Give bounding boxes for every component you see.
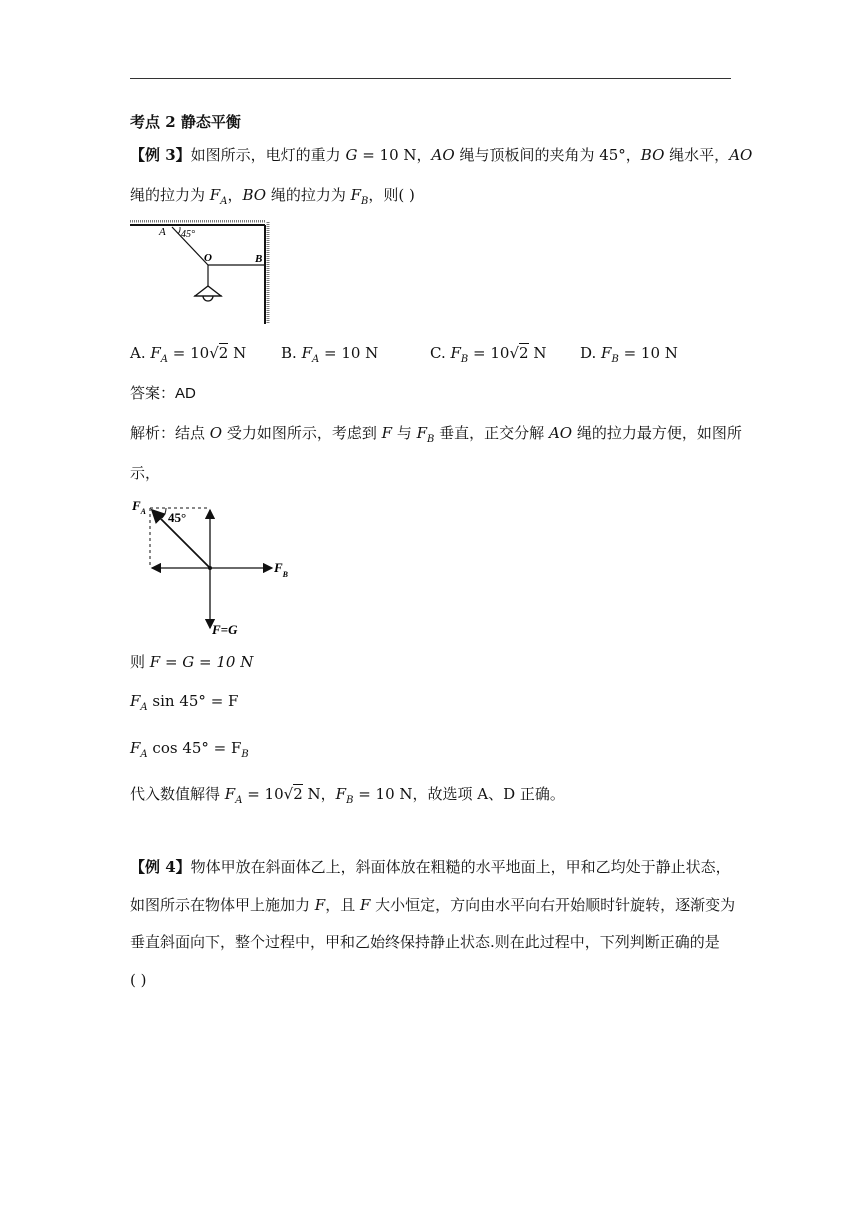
text: 绳的拉力为 [130, 186, 210, 204]
text: 大小恒定，方向由水平向右开始顺时针旋转，逐渐变为 [370, 896, 736, 914]
text: = 10 N，故选项 A、D 正确。 [353, 785, 565, 803]
example4-line4: ( ) [130, 971, 147, 989]
text: N， [302, 785, 336, 803]
math: sin 45° = F [147, 692, 239, 710]
header-rule [130, 78, 731, 79]
option-B[interactable] [281, 343, 378, 370]
var-F: F [381, 424, 393, 442]
example3-label: 【例 3】 [130, 146, 191, 164]
text: = 10 [168, 344, 210, 362]
text: 受力如图所示，考虑到 [222, 424, 382, 442]
text: ，则( ) [368, 186, 415, 204]
sub-B: B [346, 795, 354, 806]
var-F: F [130, 739, 141, 757]
text: N [228, 344, 247, 362]
label-A: A [159, 226, 166, 238]
text: A. [130, 344, 151, 362]
text: D. [580, 344, 602, 362]
text: 垂直，正交分解 [434, 424, 549, 442]
sqrt-arg: 2 [519, 344, 529, 362]
sub-B: B [427, 434, 435, 445]
sub: A [160, 354, 169, 365]
angle-label: 45° [168, 510, 187, 525]
angle-arc [178, 227, 180, 234]
var-F: F [150, 344, 161, 362]
sqrt-arg: 2 [293, 785, 303, 803]
label-B: B [255, 253, 263, 265]
text: ， [227, 186, 243, 204]
var-O: O [209, 424, 223, 442]
text: 绳水平， [664, 146, 730, 164]
sub-A: A [220, 196, 228, 207]
conclusion: 代入数值解得 $F_A = 10√2$ N，$F_B = 10$ N，故选项 A、D 正确。 [130, 785, 565, 806]
text: = 10 [468, 344, 510, 362]
var-F: F [450, 344, 461, 362]
var-G: G [345, 146, 358, 164]
force-diagram [128, 494, 298, 640]
text: ，且 [325, 896, 360, 914]
text: = 10 [242, 785, 284, 803]
angle-arc [162, 508, 166, 518]
var-F: F [601, 344, 612, 362]
text: N [528, 344, 547, 362]
label-O: O [204, 252, 212, 264]
lamp-rope-figure [128, 220, 273, 328]
equation-2 [130, 691, 238, 718]
example4-line3: 垂直斜面向下，整个过程中，甲和乙始终保持静止状态.则在此过程中，下列判断正确的是 [130, 933, 720, 951]
text: 物体甲放在斜面体乙上，斜面体放在粗糙的水平地面上，甲和乙均处于静止状态， [190, 858, 731, 876]
text: C. [430, 344, 451, 362]
var-F: F [416, 424, 428, 442]
section-title: 考点 2 静态平衡 [130, 113, 241, 131]
var-F: F [350, 186, 362, 204]
option-D[interactable] [580, 343, 678, 370]
equation-3 [130, 738, 249, 765]
var-BO: BO [242, 186, 267, 204]
sub-A: A [235, 795, 243, 806]
sub-A: A [140, 749, 148, 760]
equation-1 [130, 652, 253, 672]
label-FB: $F_B$ [274, 560, 289, 579]
sub: A [311, 354, 320, 365]
lamp-icon [194, 286, 222, 301]
math: cos 45° = F [147, 739, 242, 757]
text: 如图所示，电灯的重力 [190, 146, 346, 164]
option-A[interactable]: A. $F_A = 10√2$ N [130, 344, 247, 365]
text: = 10 N [319, 344, 379, 362]
var-BO: BO [640, 146, 665, 164]
sqrt-arg: 2 [218, 344, 229, 362]
answer: 答案：AD [130, 385, 196, 402]
ceiling [130, 221, 265, 225]
sub-B: B [241, 749, 249, 760]
angle-label: 45° [181, 229, 195, 240]
text: 则 [130, 653, 150, 671]
example3-stem-line2 [130, 185, 415, 212]
analysis-line1 [130, 423, 742, 450]
var-F: F [130, 692, 141, 710]
label-FG: F=G [212, 622, 238, 637]
sub-B: B [361, 196, 369, 207]
analysis-line2: 示， [130, 464, 161, 482]
text: 解析：结点 [130, 424, 210, 442]
var-AO: AO [431, 146, 455, 164]
text: 绳的拉力最方便，如图所 [572, 424, 742, 442]
example4-label: 【例 4】 [130, 858, 191, 876]
text: 与 [392, 424, 417, 442]
text: 如图所示在物体甲上施加力 [130, 896, 315, 914]
text: = 10 N [618, 344, 678, 362]
text: 代入数值解得 [130, 785, 225, 803]
text: B. [281, 344, 302, 362]
sub: B [611, 354, 619, 365]
var-F: F [335, 785, 347, 803]
text: 绳的拉力为 [266, 186, 351, 204]
var-F: F [359, 896, 371, 914]
var-F: F [314, 896, 326, 914]
example4-line2 [130, 895, 735, 915]
option-C[interactable]: C. $F_B = 10√2$ N [430, 344, 547, 365]
var-F: F [301, 344, 312, 362]
example3-stem-line1 [130, 145, 752, 165]
wall [265, 222, 268, 324]
var-AO: AO [548, 424, 573, 442]
text: 绳与顶板间的夹角为 45°， [454, 146, 641, 164]
label-FA: $F_A$ [132, 498, 147, 516]
math: F = G = 10 N [149, 653, 254, 671]
text: = 10 N， [357, 146, 432, 164]
example4-line1 [130, 857, 731, 877]
var-F: F [209, 186, 221, 204]
var-AO: AO [729, 146, 753, 164]
var-F: F [224, 785, 236, 803]
sub: B [460, 354, 469, 365]
sub-A: A [140, 702, 148, 713]
